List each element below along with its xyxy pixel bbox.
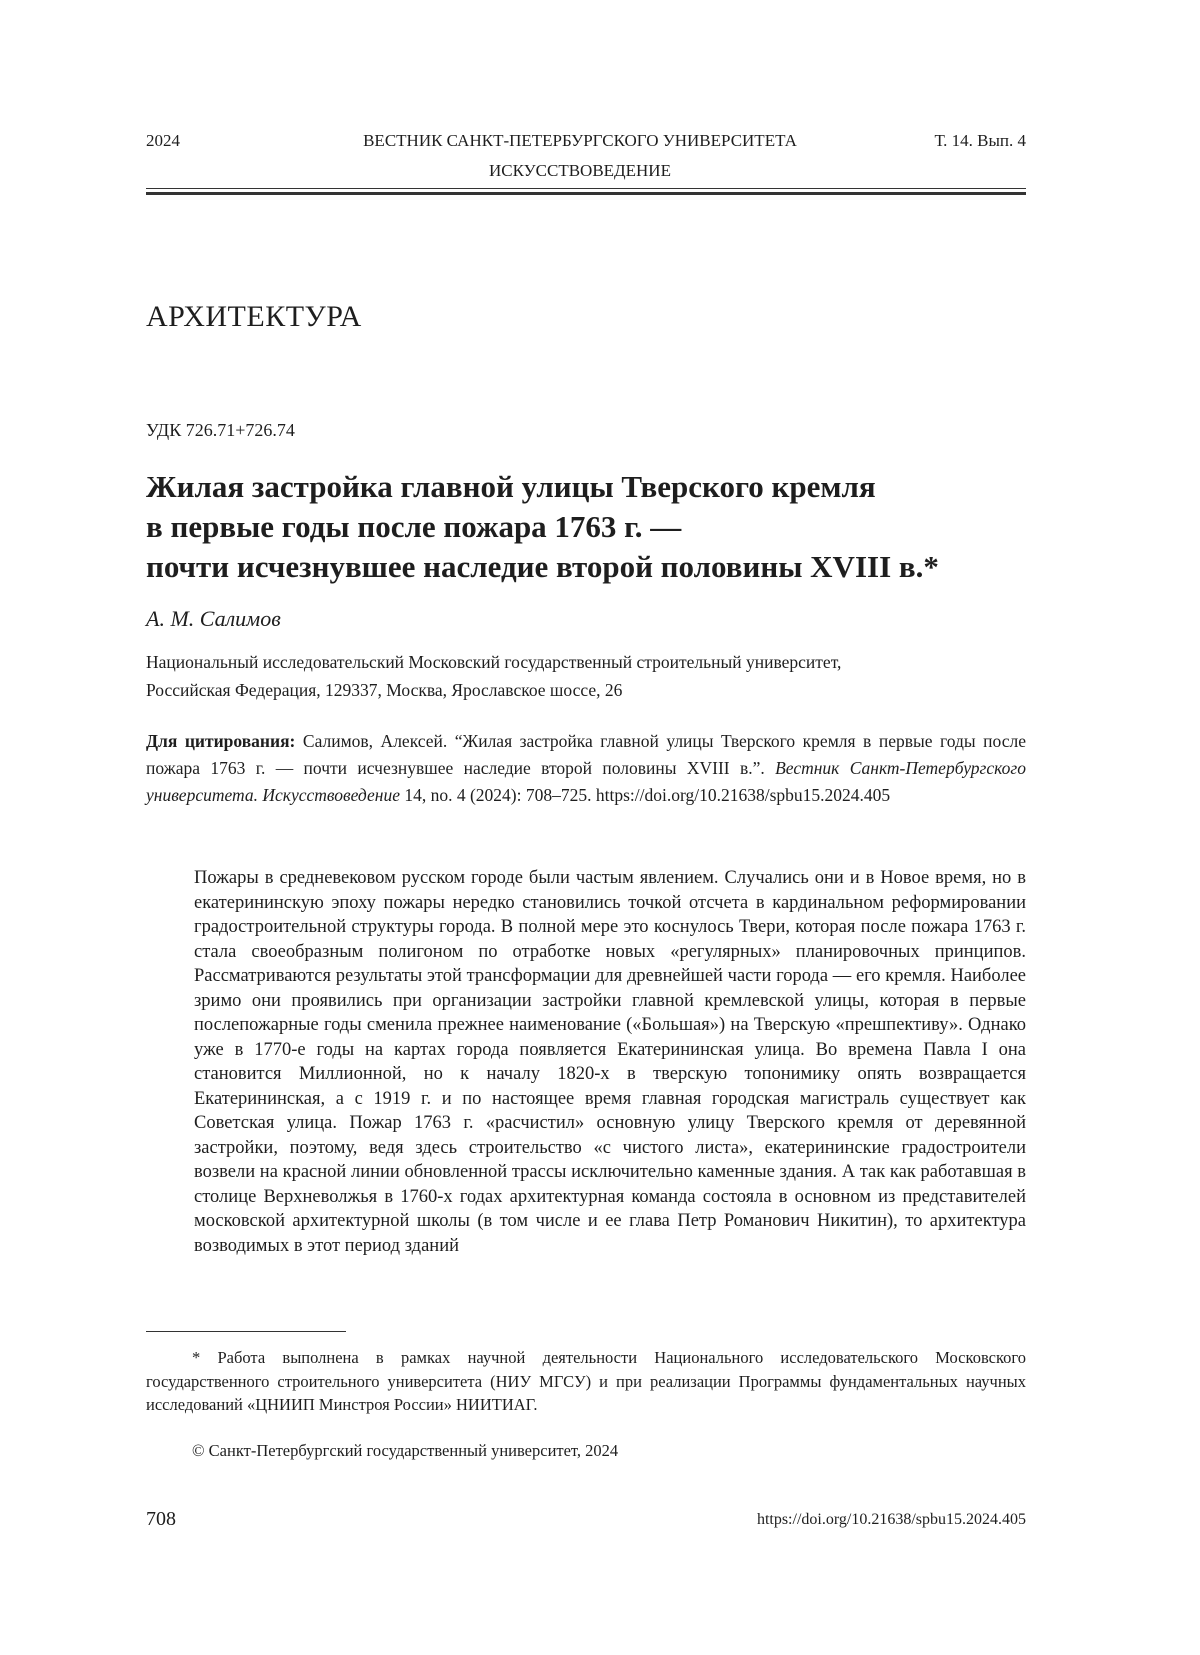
citation-journal: Вестник Санкт-Петербургского университета. Искусствоведение [146, 758, 1026, 805]
footer-doi-link[interactable]: https://doi.org/10.21638/spbu15.2024.405 [756, 1511, 1026, 1528]
header-rule-thin [146, 188, 1026, 189]
author-name: А. М. Салимов [146, 606, 281, 631]
journal-title-line2: ИСКУССТВОВЕДЕНИЕ [489, 161, 671, 180]
header-rule-thick [146, 192, 1026, 195]
header-volume: Т. 14. Вып. 4 [934, 131, 1026, 150]
citation-details: 14, no. 4 (2024): 708–725. https://doi.org/10.21638/spbu15.2024.405 [399, 785, 891, 805]
journal-title-line1: ВЕСТНИК САНКТ-ПЕТЕРБУРГСКОГО УНИВЕРСИТЕТА [363, 131, 797, 150]
citation-text: Салимов, Алексей. “Жилая застройка главной улицы Тверского кремля в первые годы после пожара 1763 г. — почти исчезнувшее наследие второй половины XVIII в.”. [146, 731, 1026, 778]
section-heading: АРХИТЕКТУРА [146, 300, 362, 333]
page-number: 708 [146, 1508, 176, 1530]
affiliation [146, 648, 841, 704]
affiliation-line-1: Национальный исследовательский Московский государственный строительный университет, [146, 652, 842, 672]
citation-label: Для цитирования: [146, 731, 296, 751]
affiliation-line-2: Российская Федерация, 129337, Москва, Ярославское шоссе, 26 [146, 680, 623, 700]
journal-title [330, 126, 830, 186]
copyright: © Санкт-Петербургский государственный университет, 2024 [192, 1441, 619, 1460]
title-line-2: в первые годы после пожара 1763 г. — [146, 509, 682, 544]
header-year: 2024 [146, 131, 180, 150]
citation-block [146, 728, 1026, 809]
footnote-rule [146, 1331, 346, 1332]
title-line-3: почти исчезнувшее наследие второй половины XVIII в.* [146, 549, 939, 584]
udk-code: УДК 726.71+726.74 [146, 420, 295, 440]
article-title [146, 467, 1046, 587]
title-line-1: Жилая застройка главной улицы Тверского кремля [146, 469, 876, 504]
footnote: * Работа выполнена в рамках научной деятельности Национального исследовательского Московского государственного строительного университета (НИУ МГСУ) и при реализации Программы фундаментальных научных исследований «ЦНИИП Минстроя России» НИИТИАГ. [146, 1348, 1026, 1414]
abstract-text: Пожары в средневековом русском городе были частым явлением. Случались они и в Новое время, но в екатерининскую эпоху пожары нередко становились точкой отсчета в кардинальном реформировании градостроительной структуры города. В полной мере это коснулось Твери, которая после пожара 1763 г. стала своеобразным полигоном по отработке новых «регулярных» планировочных принципов. Рассматриваются результаты этой трансформации для древнейшей части города — его кремля. Наиболее зримо они проявились при организации застройки главной кремлевской улицы, которая в первые послепожарные годы сменила прежнее наименование («Большая») на Тверскую «прешпективу». Однако уже в 1770-е годы на картах города появляется Екатерининская улица. Во времена Павла I она становится Миллионной, но к началу 1820-х в тверскую топонимику опять возвращается Екатерининская, а с 1919 г. и по настоящее время главная городская магистраль существует как Советская улица. Пожар 1763 г. «расчистил» основную улицу Тверского кремля от деревянной застройки, поэтому, ведя здесь строительство «с чистого листа», екатерининские градостроители возвели на красной линии обновленной трассы исключительно каменные здания. А так как работавшая в столице Верхневолжья в 1760-х годах архитектурная команда состояла в основном из представителей московской архитектурной школы (в том числе и ее глава Петр Романович Никитин), то архитектура возводимых в этот период зданий [194, 868, 1026, 1256]
